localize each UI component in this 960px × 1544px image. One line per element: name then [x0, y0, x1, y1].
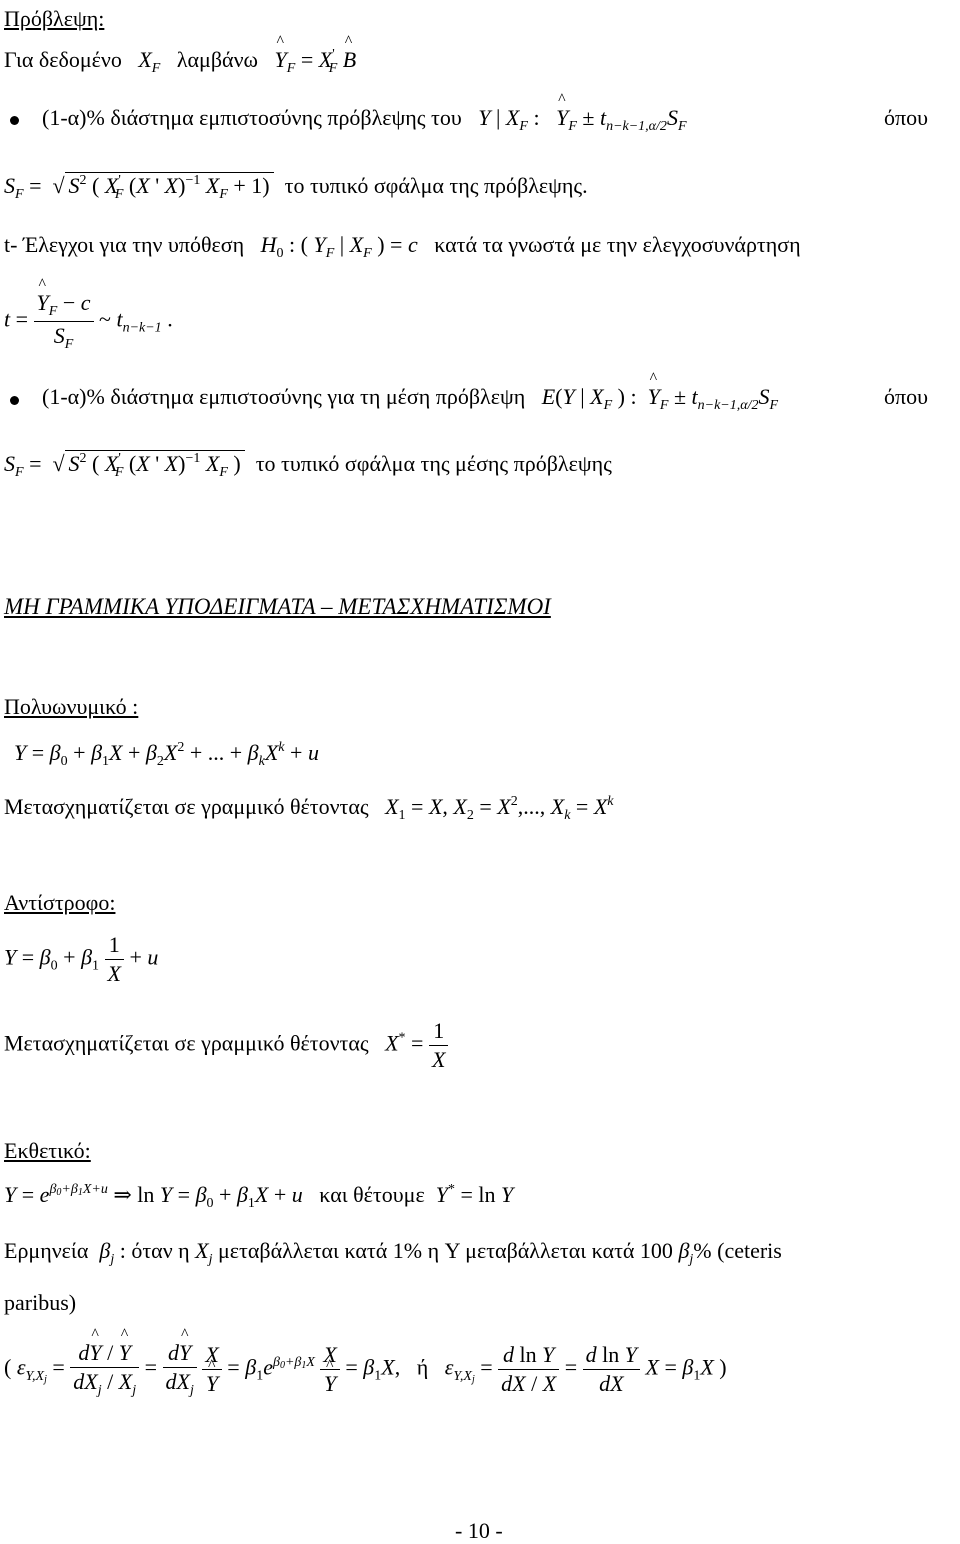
opou-2: όπου [884, 384, 928, 409]
paribus-line: paribus) [4, 1290, 77, 1315]
heading-inverse: Αντίστροφο: [4, 890, 116, 915]
bullet-icon [10, 396, 19, 405]
inverse-transform: Μετασχηματίζεται σε γραμμικό θέτοντας X* = $\frac{1}{X}$ [4, 1018, 448, 1073]
interp-text1: Ερμηνεία [4, 1238, 89, 1263]
exponential-formula: $Y = e^{\beta_0+\beta_1X+u}$ ⇒ $\ln Y = \beta_0 + \beta_1X + u$ και θέτουμε Y* = ln Y [4, 1182, 514, 1211]
polynomial-transform: Μετασχηματίζεται σε γραμμικό θέτοντας $X_1 = X$, $X_2 = X^2$,..., $X_k = X^k$ [4, 794, 614, 823]
page-number: - 10 - [455, 1518, 503, 1543]
heading-prediction: Πρόβλεψη: [4, 6, 105, 31]
bullet2-line: (1-α)% διάστημα εμπιστοσύνης για τη μέση πρόβλεψη E(Y | $X_F$ ) : ^ $Y_F \pm t_{n-k-1,\alpha/2}S_F$ [42, 384, 778, 414]
given-text: Για δεδομένο [4, 47, 122, 72]
interpretation-line: Ερμηνεία $\beta_j$ : όταν η $X_j$ μεταβάλλεται κατά 1% η Y μεταβάλλεται κατά 100 $\beta_j\%$ (ceteris [4, 1238, 782, 1267]
ttest-line: t- Έλεγχοι για την υπόθεση $H_0$ : ( $Y_F$ | $X_F$ ) = c κατά τα γνωστά με την ελεγχοσυνάρτηση [4, 232, 801, 261]
given-line: Για δεδομένο $X_F$ λαμβάνω ^ $Y_F = X'_F$ ^ B [4, 47, 356, 77]
get-text: λαμβάνω [176, 47, 258, 72]
heading-nonlinear: ΜΗ ΓΡΑΜΜΙΚΑ ΥΠΟΔΕΙΓΜΑΤΑ – ΜΕΤΑΣΧΗΜΑΤΙΣΜΟΙ [4, 594, 551, 619]
t-statistic: t = ^ $\frac{Y_F - c}{S_F}$ ~ $t_{n-k-1}$ . [4, 290, 173, 353]
interp-text2: : όταν η [119, 1238, 190, 1263]
ttest-text1: t- Έλεγχοι για την υπόθεση [4, 232, 245, 257]
interp-text4: % (ceteris [693, 1238, 782, 1263]
inverse-transform-text: Μετασχηματίζεται σε γραμμικό θέτοντας [4, 1030, 369, 1056]
or-text: ή [416, 1354, 429, 1380]
bullet1-text: (1-α)% διάστημα εμπιστοσύνης πρόβλεψης του [42, 105, 462, 130]
elasticity-formula: ( $\varepsilon_{Y,X_j}$ = $\frac{d\^{} Y / \^{} Y}{dX_j / X_j}$ = $\frac{d\^{} Y}{dX_j}$ X ^ Y = $\beta_1e^{\beta_0+\beta_1X}$ X ^ Y = $\beta_1X$, ή $\varepsilon_{Y,X_j}$ = $\frac{\text{d ln Y}}{dX / X}$ = $\frac{\text{d ln Y}}{dX}$ $X = \beta_1X$ ) [4, 1340, 727, 1399]
interp-text3: μεταβάλλεται κατά 1% η Y μεταβάλλεται κατά 100 [218, 1238, 673, 1263]
heading-exponential: Εκθετικό: [4, 1138, 91, 1163]
ttest-text2: κατά τα γνωστά με την ελεγχοσυνάρτηση [434, 232, 801, 257]
polynomial-formula: $Y = \beta_0 + \beta_1X + \beta_2X^2$ + ... + $\beta_kX^k + u$ [14, 740, 319, 769]
inverse-formula: $Y = \beta_0 + \beta_1$ $\frac{1}{X}$ + u [4, 932, 159, 986]
se-text: το τυπικό σφάλμα της πρόβλεψης. [284, 173, 588, 198]
opou-1: όπου [884, 105, 928, 130]
polynomial-transform-text: Μετασχηματίζεται σε γραμμικό θέτοντας [4, 794, 369, 819]
heading-polynomial: Πολυωνυμικό : [4, 694, 139, 719]
bullet2-text: (1-α)% διάστημα εμπιστοσύνης για τη μέση πρόβλεψη [42, 384, 526, 409]
and-set-text: και θέτουμε [319, 1182, 425, 1207]
se-mean-text: το τυπικό σφάλμα της μέσης πρόβλεψης [255, 451, 612, 476]
bullet1-line: (1-α)% διάστημα εμπιστοσύνης πρόβλεψης του Y | $X_F$ : ^ $Y_F \pm t_{n-k-1,\alpha/2}S_F$ [42, 105, 687, 135]
sf-formula: $S_F$ = √ $S^2$ ( $X'_F$ (X ' X)$^{-1}$ $X_F + 1$) το τυπικό σφάλμα της πρόβλεψης. [4, 173, 588, 202]
sf-mean-formula: $S_F$ = √ $S^2$ ( $X'_F$ (X ' X)$^{-1}$ $X_F$ ) το τυπικό σφάλμα της μέσης πρόβλεψης [4, 451, 612, 480]
bullet-icon [10, 116, 19, 125]
